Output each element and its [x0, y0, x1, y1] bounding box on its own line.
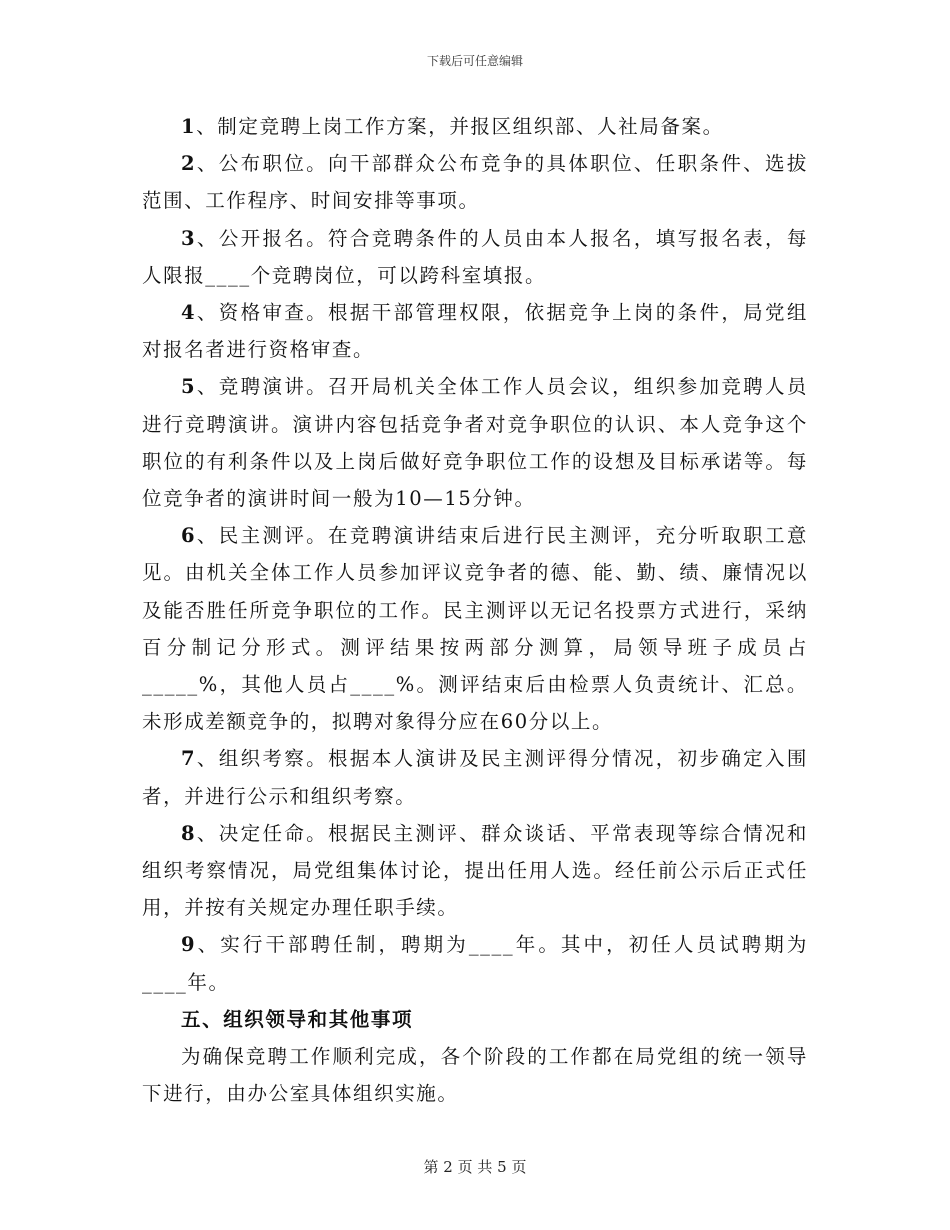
item-text: 、资格审查。根据干部管理权限，依据竞争上岗的条件，局党组对报名者进行资格审查。 [142, 301, 808, 362]
list-item [142, 294, 808, 368]
item-text: 、决定任命。根据民主测评、群众谈话、平常表现等综合情况和组织考察情况，局党组集体讨论，提出任用人选。经任前公示后正式任用，并按有关规定办理任职手续。 [142, 821, 808, 920]
item-text: 、制定竞聘上岗工作方案，并报区组织部、人社局备案。 [196, 115, 724, 138]
page-footer: 第 2 页 共 5 页 [423, 1158, 527, 1176]
section-body: 为确保竞聘工作顺利完成，各个阶段的工作都在局党组的统一领导下进行，由办公室具体组织实施。 [142, 1045, 808, 1106]
list-item [142, 145, 808, 219]
item-number: 7 [181, 747, 197, 771]
document-body [142, 108, 808, 1112]
item-number: 1 [181, 115, 197, 138]
list-item [142, 517, 808, 740]
item-text: 、民主测评。在竞聘演讲结束后进行民主测评，充分听取职工意见。由机关全体工作人员参加评议竞争者的德、能、勤、绩、廉情况以及能否胜任所竞争职位的工作。民主测评以无记名投票方式进行，采纳百分制记分形式。测评结果按两部分测算，局领导班子成员占_____%，其他人员占____%。测评结束后由检票人负责统计、汇总。未形成差额竞争的，拟聘对象得分应在60分以上。 [142, 524, 808, 734]
list-item [142, 815, 808, 927]
item-number: 8 [181, 821, 197, 845]
list-item [142, 108, 808, 145]
item-text: 、组织考察。根据本人演讲及民主测评得分情况，初步确定入围者，并进行公示和组织考察。 [142, 747, 808, 808]
list-item [142, 740, 808, 814]
page-header: 下载后可任意编辑 [426, 54, 523, 68]
item-text: 、竞聘演讲。召开局机关全体工作人员会议，组织参加竞聘人员进行竞聘演讲。演讲内容包括竞争者对竞争职位的认识、本人竞争这个职位的有利条件以及上岗后做好竞争职位工作的设想及目标承诺等。每位竞争者的演讲时间一般为10—15分钟。 [142, 375, 808, 511]
item-number: 5 [181, 375, 197, 399]
item-number: 6 [181, 524, 197, 548]
item-text: 、公布职位。向干部群众公布竞争的具体职位、任职条件、选拔范围、工作程序、时间安排等事项。 [142, 152, 808, 213]
section-heading: 五、组织领导和其他事项 [181, 1007, 414, 1031]
list-item [142, 220, 808, 294]
item-text: 、公开报名。符合竞聘条件的人员由本人报名，填写报名表，每人限报____个竞聘岗位，可以跨科室填报。 [142, 226, 808, 287]
item-text: 、实行干部聘任制，聘期为____年。其中，初任人员试聘期为____年。 [142, 933, 808, 994]
list-item [142, 368, 808, 517]
item-number: 9 [181, 933, 197, 957]
item-number: 4 [181, 301, 197, 325]
list-item [142, 926, 808, 1000]
item-number: 2 [181, 152, 197, 176]
item-number: 3 [181, 226, 197, 250]
